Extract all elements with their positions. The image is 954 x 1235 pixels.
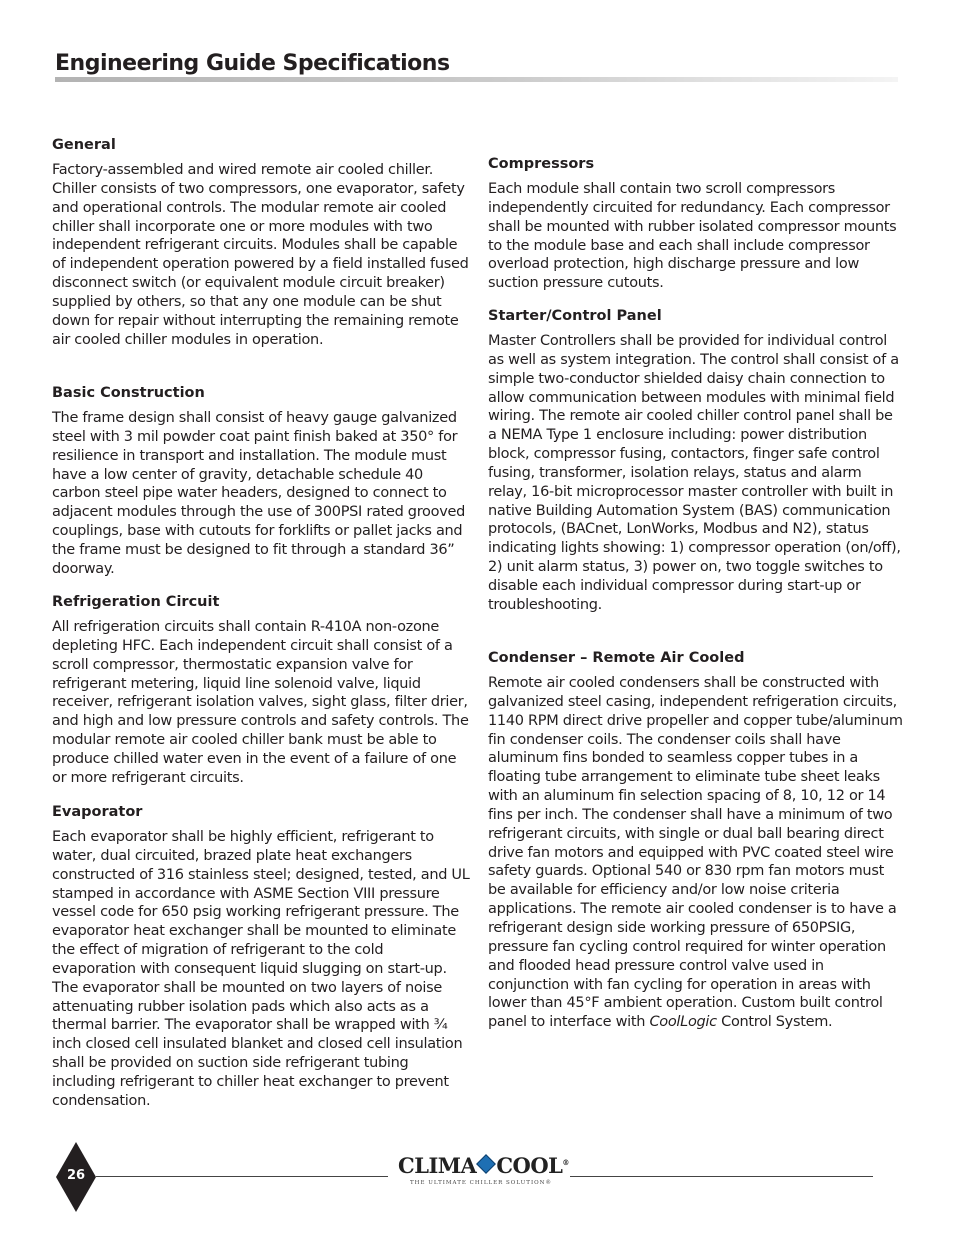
section-body: Master Controllers shall be provided for individual control as well as system integration. The control shall consist of a simple two-conductor shielded daisy chain connection to allow communication between modules with minimal field wiring. The remote air cooled chiller control panel shall be a NEMA Type 1 enclosure including: power distribution block, compressor fusing, contactors, finger safe control fusing, transformer, isolation relays, status and alarm relay, 16-bit microprocessor master controller with built in native Building Automation System (BAS) communication protocols, (BACnet, LonWorks, Modbus and N2), status indicating lights showing: 1) compressor operation (on/off), 2) unit alarm status, 3) power on, two toggle switches to disable each individual compressor during start-up or troubleshooting. [488,333,901,613]
section-body-text: Remote air cooled condensers shall be constructed with galvanized steel casing, independent refrigeration circuits, 1140 RPM direct drive propeller and copper tube/aluminum fin condenser coils. The condenser coils shall have aluminum fins bonded to seamless copper tubes in a floating tube arrangement to eliminate tube sheet leaks with an aluminum fin selection spacing of 8, 10, 12 or 14 fins per inch. The condenser shall have a minimum of two refrigerant circuits, with single or dual ball bearing direct drive fan motors and equipped with PVC coated steel wire safety guards. Optional 540 or 830 rpm fan motors must be available for efficiency and/or low noise criteria applications. The remote air cooled condenser is to have a refrigerant design side working pressure of 650PSIG, pressure fan cycling control required for winter operation and flooded head pressure control valve used in conjunction with fan cycling for operation in areas with lower than 45°F ambient operation. Custom built control panel to interface with [488,675,903,1031]
title-underline [55,77,898,82]
page-title: Engineering Guide Specifications [55,51,450,76]
section-heading: Compressors [488,156,595,172]
section-heading: Refrigeration Circuit [52,594,220,610]
section-body-tail: Control System. [716,1014,833,1031]
section-heading: Evaporator [52,804,143,820]
logo-diamond-icon [476,1154,496,1174]
section-basic-construction [52,384,470,579]
section-heading: Basic Construction [52,385,205,401]
section-evaporator [52,803,470,1111]
section-heading: Starter/Control Panel [488,308,662,324]
footer-rule-left [96,1176,388,1177]
logo-tagline: THE ULTIMATE CHILLER SOLUTION® [410,1180,552,1186]
footer-rule-right [570,1176,873,1177]
section-body: Each module shall contain two scroll compressors independently circuited for redundancy. Each compressor shall be mounted with rubber isolated compressor mounts to the module base and each shall include compressor overload protection, high discharge pressure and low suction pressure cutouts. [488,181,897,292]
logo-wordmark [398,1150,569,1179]
climacool-logo [398,1150,569,1190]
section-body: Factory-assembled and wired remote air cooled chiller. Chiller consists of two compressors, one evaporator, safety and operational controls. The modular remote air cooled chiller shall incorporate one or more modules with two independent refrigerant circuits. Modules shall be capable of independent operation powered by a field installed fused disconnect switch (or equivalent module circuit breaker) supplied by others, so that any one module can be shut down for repair without interrupting the remaining remote air cooled chiller modules in operation. [52,162,469,348]
section-compressors [488,155,903,293]
section-general [52,136,470,349]
section-body [488,674,903,1032]
section-heading: Condenser – Remote Air Cooled [488,650,745,666]
logo-right-text: COOL [496,1153,563,1178]
section-condenser [488,649,903,1032]
page-number: 26 [66,1168,86,1183]
logo-left-text: CLIMA [398,1153,477,1178]
section-starter-control-panel [488,307,903,615]
coollogic-brand: CoolLogic [649,1014,717,1031]
section-heading: General [52,137,116,153]
section-body: Each evaporator shall be highly efficient, refrigerant to water, dual circuited, brazed plate heat exchangers constructed of 316 stainless steel; designed, tested, and UL stamped in accordance with ASME Section VIII pressure vessel code for 650 psig working refrigerant pressure. The evaporator heat exchanger shall be mounted to eliminate the effect of migration of refrigerant to the cold evaporation with consequent liquid slugging on start-up. The evaporator shall be mounted on two layers of noise attenuating rubber isolation pads which also acts as a thermal barrier. The evaporator shall be wrapped with ¾ inch closed cell insulated blanket and closed cell insulation shall be provided on suction side refrigerant tubing including refrigerant to chiller heat exchanger to prevent condensation. [52,829,470,1109]
logo-registered-mark: ® [562,1158,569,1167]
section-refrigeration-circuit [52,593,470,788]
section-body: All refrigeration circuits shall contain R-410A non-ozone depleting HFC. Each independent circuit shall consist of a scroll compressor, thermostatic expansion valve for refrigerant metering, liquid line solenoid valve, liquid receiver, refrigerant isolation valves, sight glass, filter drier, and high and low pressure controls and safety controls. The modular remote air cooled chiller bank must be able to produce chilled water even in the event of a failure of one or more refrigerant circuits. [52,619,469,786]
section-body: The frame design shall consist of heavy gauge galvanized steel with 3 mil powder coat paint finish baked at 350° for resilience in transport and installation. The module must have a low center of gravity, detachable schedule 40 carbon steel pipe water headers, designed to connect to adjacent modules through the use of 300PSI rated grooved couplings, base with cutouts for forklifts or pallet jacks and the frame must be designed to fit through a standard 36” doorway. [52,410,466,577]
